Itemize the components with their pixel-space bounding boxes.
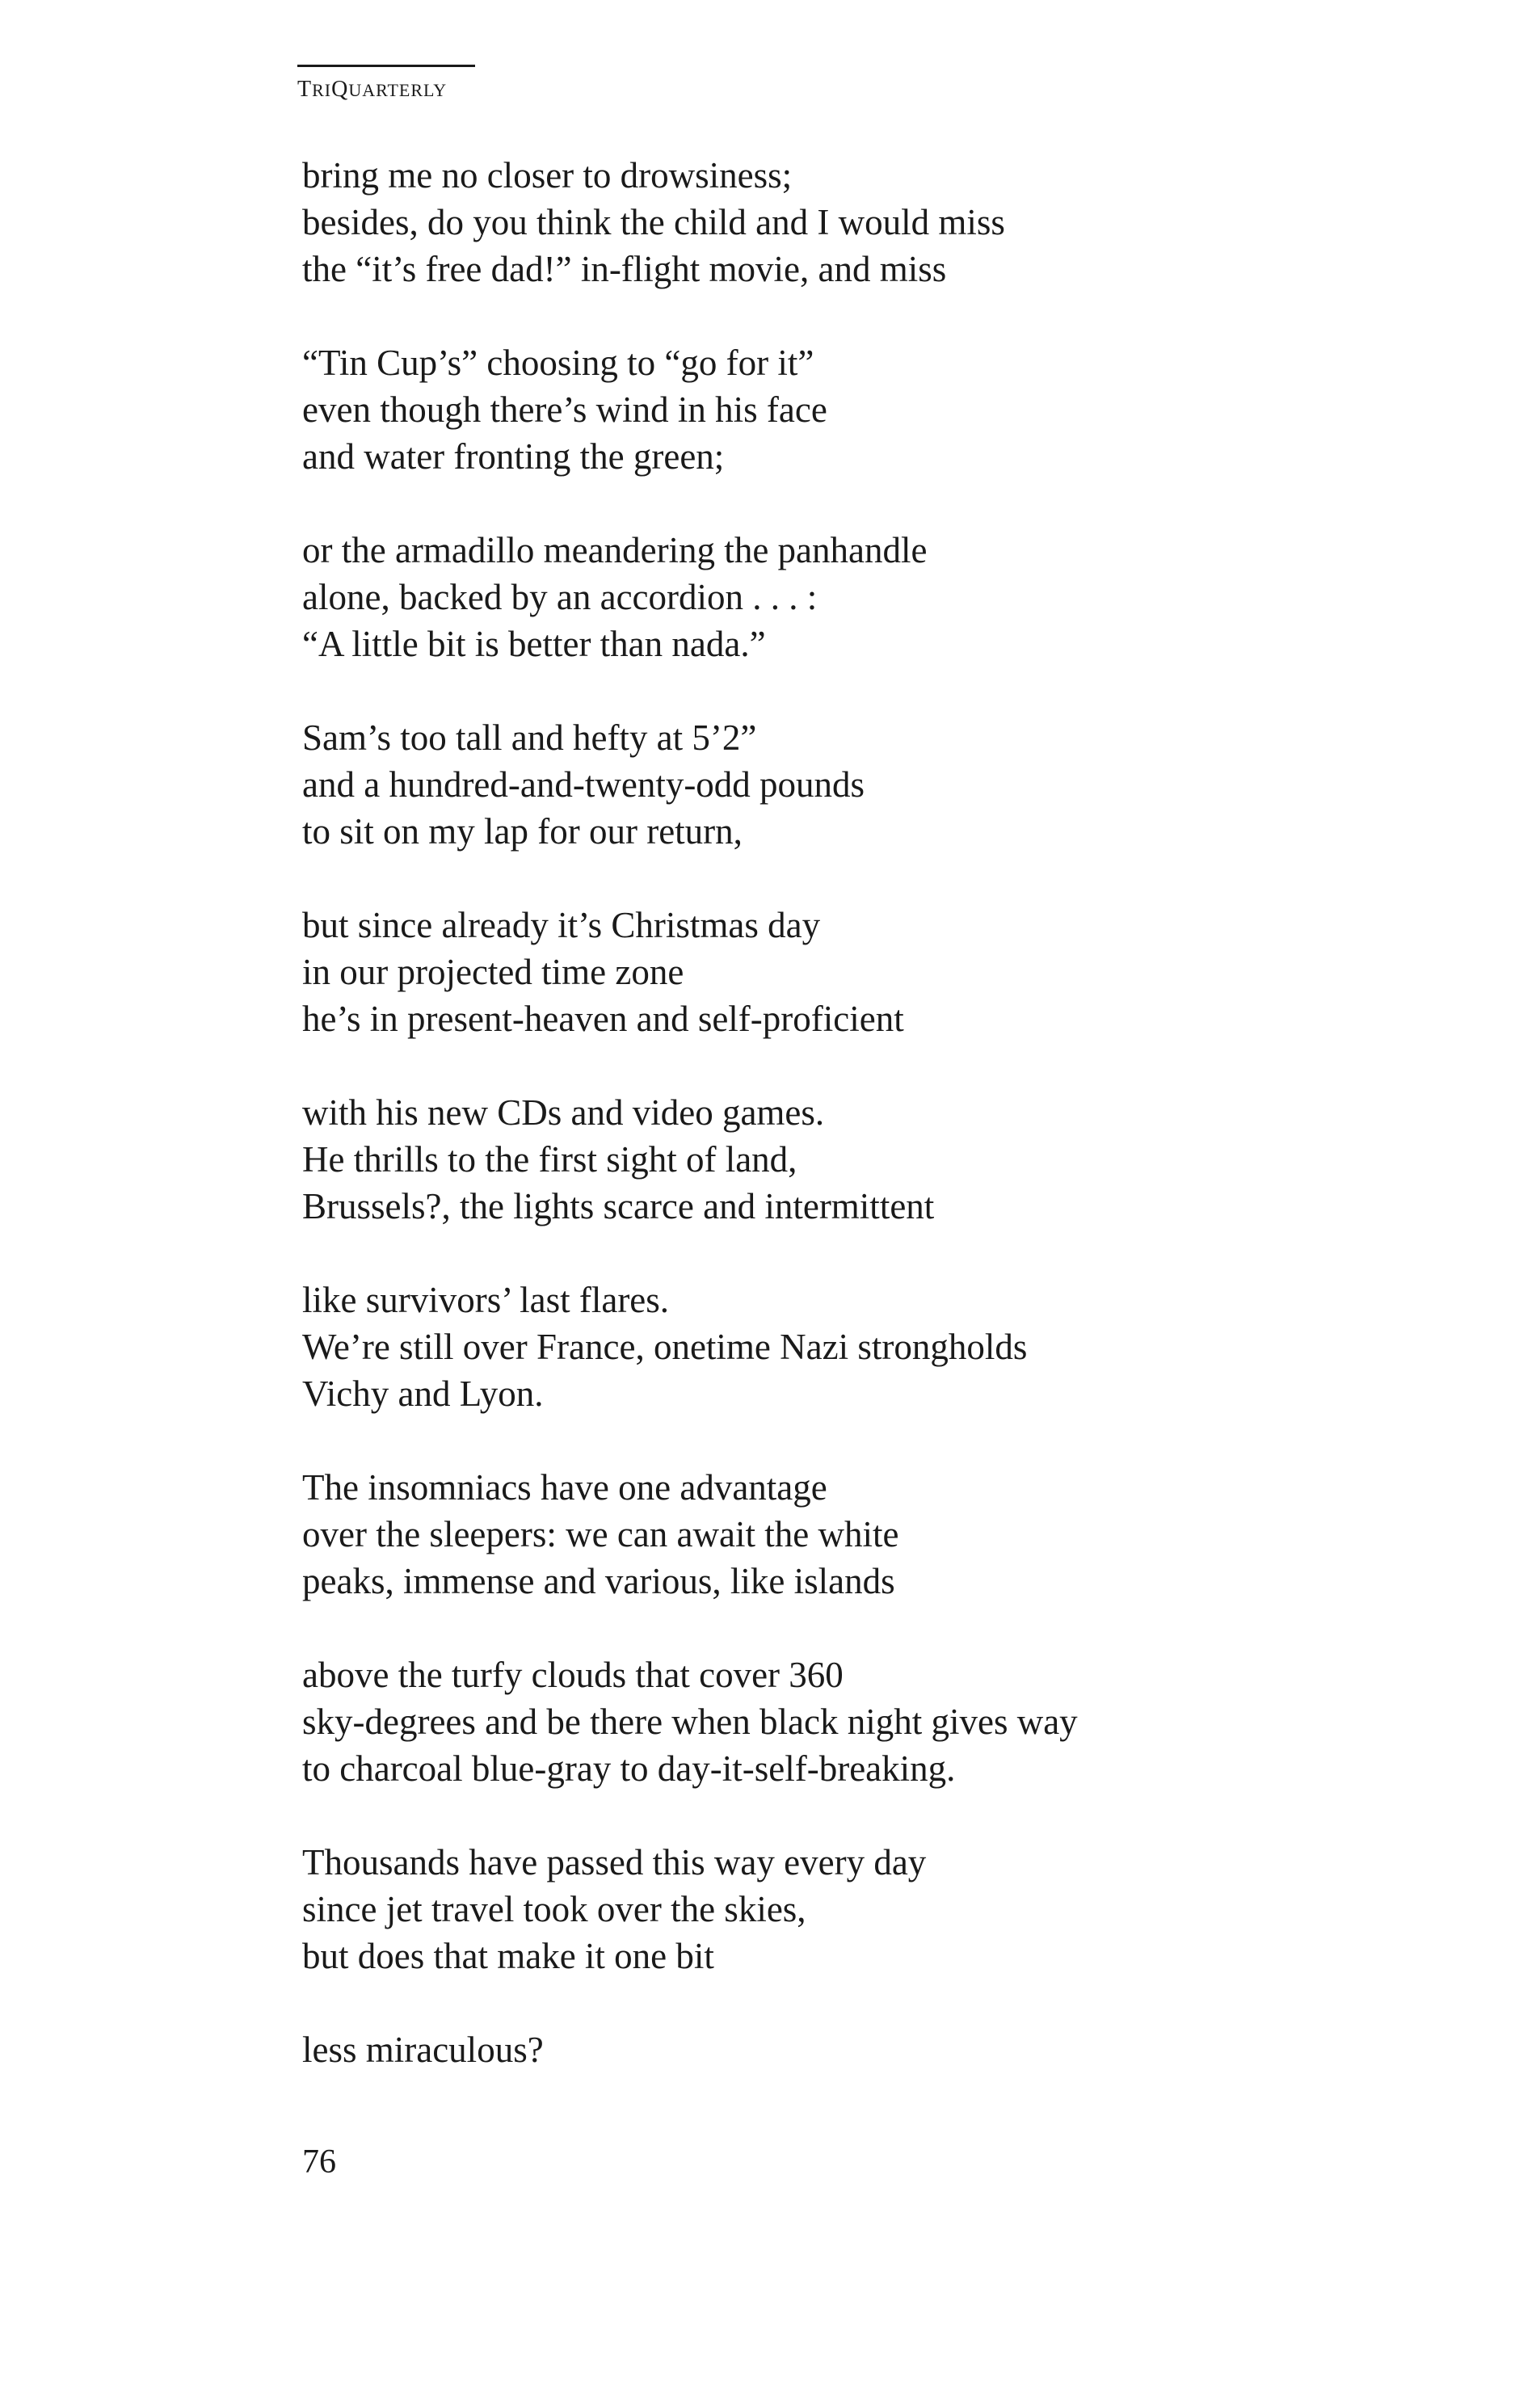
running-head-initial-t: T: [297, 77, 313, 102]
stanza: [302, 902, 1353, 1042]
poem-line: besides, do you think the child and I would miss: [302, 202, 1005, 242]
stanza: [302, 1464, 1353, 1605]
poem-line: We’re still over France, onetime Nazi strongholds: [302, 1327, 1028, 1367]
poem-line: like survivors’ last flares.: [302, 1280, 670, 1320]
poem-line: and a hundred-and-twenty-odd pounds: [302, 764, 865, 805]
stanza: [302, 1651, 1353, 1792]
poem-line: less miraculous?: [302, 2030, 544, 2070]
poem-line: with his new CDs and video games.: [302, 1092, 825, 1133]
poem-line: Sam’s too tall and hefty at 5’2”: [302, 717, 757, 758]
poem-line: but does that make it one bit: [302, 1936, 714, 1976]
poem-line: or the armadillo meandering the panhandle: [302, 530, 928, 570]
poem-line: The insomniacs have one advantage: [302, 1467, 827, 1508]
poem-line: over the sleepers: we can await the white: [302, 1514, 899, 1554]
poem-line: alone, backed by an accordion . . . :: [302, 577, 818, 617]
stanza: [302, 339, 1353, 480]
stanza: [302, 1089, 1353, 1230]
stanza: [302, 527, 1353, 667]
poem-line: above the turfy clouds that cover 360: [302, 1655, 844, 1695]
stanza: [302, 152, 1353, 292]
poem-line: bring me no closer to drowsiness;: [302, 155, 793, 196]
poem-line: in our projected time zone: [302, 952, 684, 992]
stanza: [302, 714, 1353, 855]
poem-line: sky-degrees and be there when black night gives way: [302, 1702, 1078, 1742]
poem-line: but since already it’s Christmas day: [302, 905, 821, 945]
poem-line: to charcoal blue-gray to day-it-self-breaking.: [302, 1748, 956, 1789]
page-number: 76: [302, 2143, 336, 2181]
running-head: [297, 65, 475, 103]
poem-line: peaks, immense and various, like islands: [302, 1561, 895, 1601]
poem-line: “A little bit is better than nada.”: [302, 624, 766, 664]
poem-body: [302, 152, 1353, 2073]
poem-line: he’s in present-heaven and self-proficient: [302, 999, 904, 1039]
running-head-initial-q: Q: [331, 77, 349, 102]
running-head-part-2: UARTERLY: [348, 80, 448, 100]
poem-line: to sit on my lap for our return,: [302, 811, 743, 852]
poem-line: He thrills to the first sight of land,: [302, 1139, 797, 1180]
poem-line: Vichy and Lyon.: [302, 1373, 544, 1414]
poem-line: even though there’s wind in his face: [302, 389, 827, 430]
stanza: [302, 1277, 1353, 1417]
poem-line: since jet travel took over the skies,: [302, 1889, 806, 1929]
stanza: [302, 2026, 1353, 2073]
poem-line: Brussels?, the lights scarce and intermittent: [302, 1186, 935, 1226]
running-head-part-1: RI: [312, 80, 332, 100]
poem-line: the “it’s free dad!” in-flight movie, and miss: [302, 249, 947, 289]
poem-line: Thousands have passed this way every day: [302, 1842, 927, 1883]
poem-line: “Tin Cup’s” choosing to “go for it”: [302, 343, 814, 383]
poem-line: and water fronting the green;: [302, 436, 725, 477]
stanza: [302, 1839, 1353, 1979]
